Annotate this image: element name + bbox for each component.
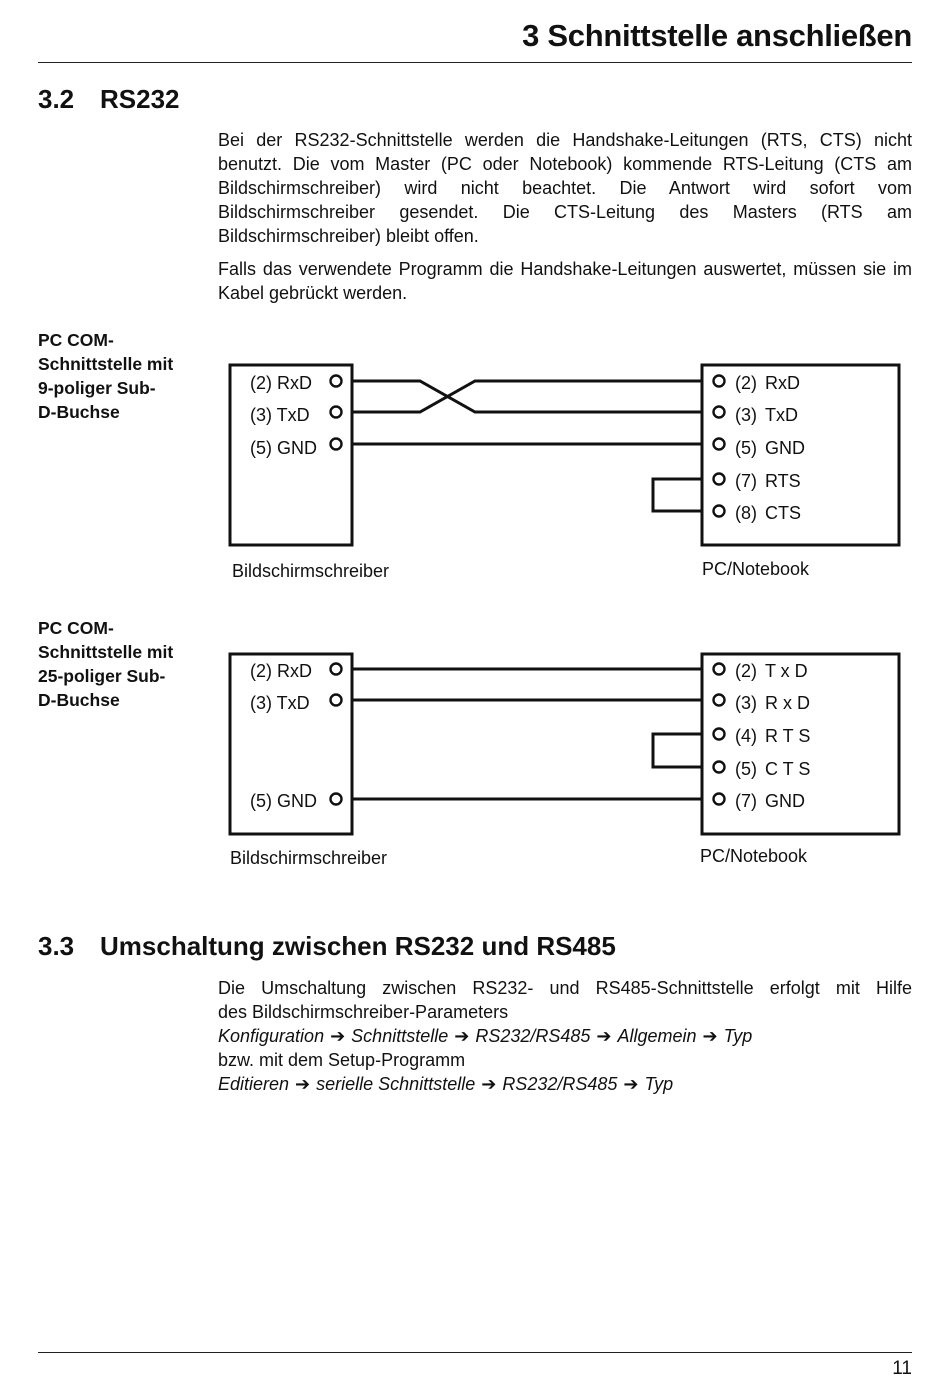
side-label-line: Schnittstelle mit [38,642,174,662]
pin-circle [714,376,725,387]
pin-circle [714,695,725,706]
section-number: 3.2 [38,84,75,114]
menu-path-configuration [218,1024,912,1048]
pin-circle [714,506,725,517]
pin-signal: C T S [765,759,811,779]
text-line: Die Umschaltung zwischen RS232- und RS485-Schnittstelle erfolgt mit Hilfe [218,978,912,998]
chapter-title: 3 Schnittstelle anschließen [522,18,912,53]
side-label-line: PC COM- [38,618,114,638]
path-step: Allgemein [617,1026,697,1046]
pin-label: (5) GND [250,791,317,811]
pin-circle [714,664,725,675]
side-label-line: D-Buchse [38,402,120,422]
path-step: Typ [723,1026,753,1046]
paragraph-switching [218,976,912,1096]
side-label-line: 25-poliger Sub- [38,666,166,686]
pin-label: (2) RxD [250,373,312,393]
side-label-25pin [38,616,198,712]
pin-number: (7) [735,471,757,491]
side-label-line: PC COM- [38,330,114,350]
page-number: 11 [892,1358,912,1379]
side-label-line: Schnittstelle mit [38,354,174,374]
recorder-caption: Bildschirmschreiber [232,561,390,581]
text-line: des Bildschirmschreiber-Parameters [218,1002,509,1022]
pin-circle [331,664,342,675]
pin-circle [331,439,342,450]
pin-signal: TxD [765,405,798,425]
pin-signal: CTS [765,503,801,523]
pin-label: (3) TxD [250,405,310,425]
pin-number: (3) [735,405,757,425]
section-title: RS232 [100,84,180,114]
pin-number: (7) [735,791,757,811]
path-step: RS232/RS485 [475,1026,591,1046]
path-step: serielle Schnittstelle [316,1074,476,1094]
pc-caption: PC/Notebook [702,559,810,579]
path-step: Schnittstelle [351,1026,449,1046]
pin-signal: RxD [765,373,800,393]
pin-circle [331,407,342,418]
wire-rxd-txd [352,381,702,412]
pin-circle [331,376,342,387]
pin-signal: GND [765,438,805,458]
pin-number: (5) [735,759,757,779]
pin-circle [714,474,725,485]
section-title: Umschaltung zwischen RS232 und RS485 [100,931,616,961]
pin-label: (3) TxD [250,693,310,713]
arrow-right-icon: ➔ [702,1026,718,1046]
wire-bridge-rts-cts [653,479,702,511]
menu-path-setup [218,1072,912,1096]
paragraph-bridge: Falls das verwendete Programm die Handshake-Leitungen auswertet, müssen sie im Kabel gebrückt werden. [218,259,912,303]
arrow-right-icon: ➔ [454,1026,470,1046]
text-line: bzw. mit dem Setup-Programm [218,1050,466,1070]
pin-signal: T x D [765,661,808,681]
pin-circle [331,695,342,706]
pc-caption: PC/Notebook [700,846,808,866]
pin-circle [331,794,342,805]
pin-number: (5) [735,438,757,458]
section-heading-3-3 [38,931,616,962]
pin-circle [714,762,725,773]
pin-circle [714,794,725,805]
pin-number: (4) [735,726,757,746]
pin-circle [714,729,725,740]
section-number: 3.3 [38,931,75,961]
arrow-right-icon: ➔ [623,1074,639,1094]
side-label-line: 9-poliger Sub- [38,378,156,398]
wire-txd-rxd [352,381,702,412]
pin-signal: R x D [765,693,810,713]
path-step: Editieren [218,1074,290,1094]
pin-signal: GND [765,791,805,811]
pin-signal: RTS [765,471,801,491]
wire-bridge-rts-cts [653,734,702,767]
pin-number: (8) [735,503,757,523]
path-step: Konfiguration [218,1026,325,1046]
footer-rule [38,1352,912,1353]
arrow-right-icon: ➔ [330,1026,346,1046]
arrow-right-icon: ➔ [295,1074,311,1094]
arrow-right-icon: ➔ [481,1074,497,1094]
recorder-caption: Bildschirmschreiber [230,848,388,868]
pin-label: (5) GND [250,438,317,458]
pin-number: (2) [735,373,757,393]
pin-number: (3) [735,693,757,713]
pin-circle [714,439,725,450]
paragraph-handshake: Bei der RS232-Schnittstelle werden die Handshake-Leitungen (RTS, CTS) nicht benutzt. Die vom Master (PC oder Notebook) kommende RTS-Leitung (CTS am Bildschirmschreiber) wird nicht beachtet. Die Antwort wird sofort vom Bildschirmschreiber gesendet. Die CTS-Leitung des Masters (RTS am Bildschirmschreiber) bleibt offen. [218,130,912,246]
path-step: RS232/RS485 [502,1074,618,1094]
path-step: Typ [644,1074,674,1094]
pin-signal: R T S [765,726,811,746]
pin-circle [714,407,725,418]
arrow-right-icon: ➔ [596,1026,612,1046]
pin-number: (2) [735,661,757,681]
side-label-line: D-Buchse [38,690,120,710]
pin-label: (2) RxD [250,661,312,681]
